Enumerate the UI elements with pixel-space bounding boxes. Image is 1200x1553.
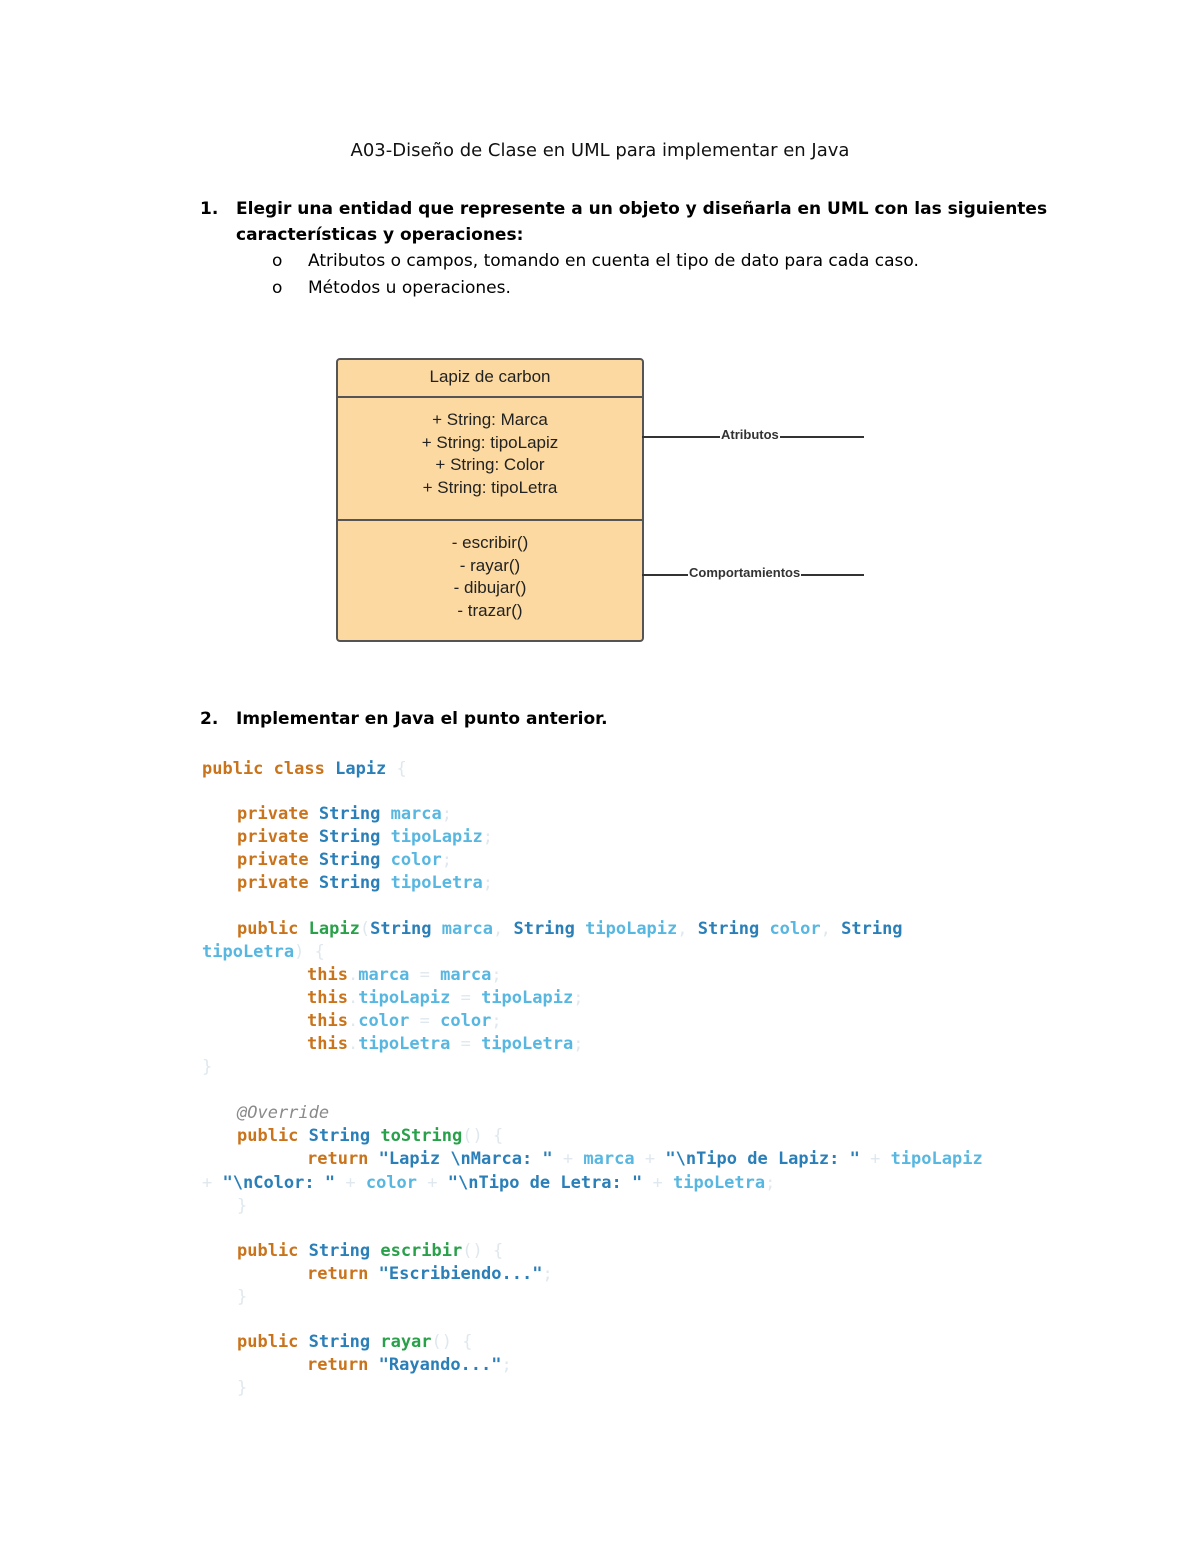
uml-method: - escribir() [451,533,529,552]
uml-attribute: + String: Marca [432,410,548,429]
question-text: Implementar en Java el punto anterior. [236,709,608,729]
code-line: private String tipoLapiz; [237,827,493,847]
code-line: this.marca = marca; [307,965,502,985]
bullet-mark: o [272,251,283,271]
code-line: public String escribir() { [237,1241,504,1261]
question-number: 1. [200,199,219,219]
uml-method: - rayar() [459,556,521,575]
code-line: public String rayar() { [237,1332,473,1352]
code-line: tipoLetra) { [202,942,325,962]
code-line: this.tipoLetra = tipoLetra; [307,1034,584,1054]
bullet-text: Atributos o campos, tomando en cuenta el tipo de dato para cada caso. [308,251,919,271]
code-line: this.color = color; [307,1011,502,1031]
code-line: private String tipoLetra; [237,873,493,893]
uml-attribute: + String: Color [435,455,545,474]
code-line: return "Escribiendo..."; [307,1264,553,1284]
code-line: } [202,1057,213,1077]
uml-attribute: + String: tipoLetra [422,478,558,497]
uml-method: - trazar() [457,601,523,620]
attributes-label: Atributos [721,427,779,442]
bullet-mark: o [272,278,283,298]
code-line: public String toString() { [237,1126,504,1146]
code-line: } [237,1287,248,1307]
code-line: @Override [237,1103,330,1123]
question-text-line-2: características y operaciones: [236,225,524,245]
code-line: private String marca; [237,804,453,824]
methods-label: Comportamientos [689,565,801,580]
uml-method: - dibujar() [453,578,527,597]
code-line: } [237,1378,248,1398]
code-line: this.tipoLapiz = tipoLapiz; [307,988,584,1008]
uml-class-name: Lapiz de carbon [338,360,642,398]
document-title: A03-Diseño de Clase en UML para implementar en Java [350,140,850,161]
uml-attribute: + String: tipoLapiz [421,433,559,452]
bullet-text: Métodos u operaciones. [308,278,511,298]
question-text-line-1: Elegir una entidad que represente a un objeto y diseñarla en UML con las siguientes [236,199,1048,219]
code-line: + "\nColor: " + color + "\nTipo de Letra: " + tipoLetra; [202,1173,776,1193]
code-line: private String color; [237,850,453,870]
question-number: 2. [200,709,219,729]
code-line: return "Rayando..."; [307,1355,512,1375]
code-line: return "Lapiz \nMarca: " + marca + "\nTipo de Lapiz: " + tipoLapiz [307,1149,983,1169]
code-line: } [237,1196,248,1216]
code-line: public Lapiz(String marca, String tipoLapiz, String color, String [237,919,903,939]
code-line: public class Lapiz { [202,759,407,779]
